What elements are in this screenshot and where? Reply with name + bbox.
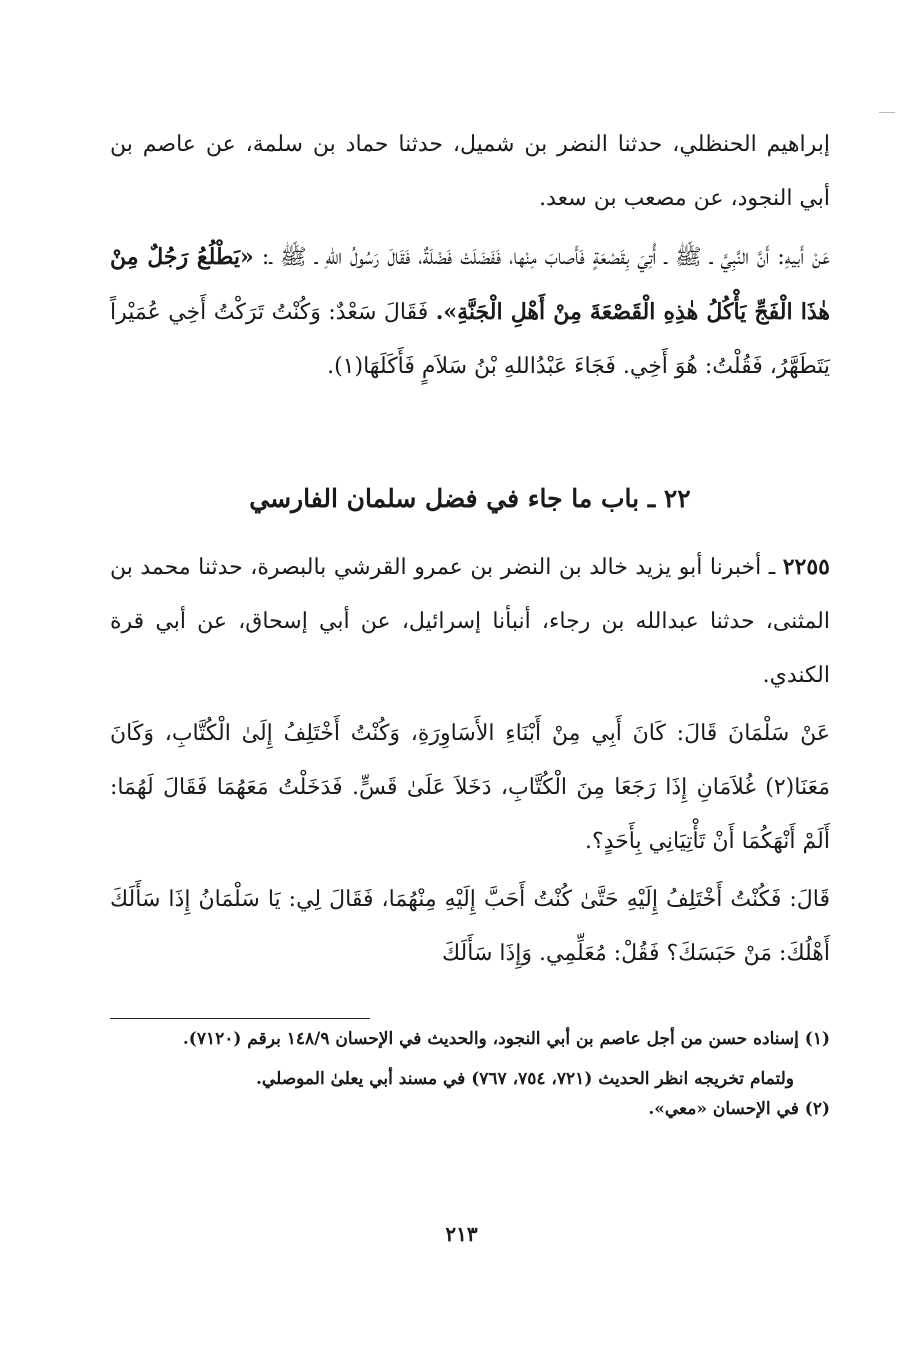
corner-mark	[879, 112, 895, 113]
footnote-rule	[110, 1018, 370, 1019]
paragraph-hadith-1	[110, 230, 830, 394]
page-body	[110, 118, 830, 1119]
chapter-title: ٢٢ ـ باب ما جاء في فضل سلمان الفارسي	[249, 484, 691, 513]
paragraph-hadith-2: عَنْ سَلْمَانَ قَالَ: كَانَ أَبِي مِنْ أَبْنَاءِ الأَسَاوِرَةِ، وَكُنْتُ أَخْتَلِفُ إِلَىٰ الْكُتَّابِ، وَكَانَ مَعَنَا(٢) غُلاَمَانِ إِذَا رَجَعَا مِنَ الْكُتَّابِ، دَخَلاَ عَلَىٰ قَسٍّ. فَدَخَلْتُ مَعَهُمَا فَقَالَ لَهُمَا: أَلَمْ أَنْهَكُمَا أَنْ تَأْتِيَانِي بِأَحَدٍ؟.	[110, 721, 830, 854]
page-number: ٢١٣	[445, 1222, 478, 1246]
footnote-1: (١) إسناده حسن من أجل عاصم بن أبي النجود، والحديث في الإحسان ١٤٨/٩ برقم (٧١٢٠).	[182, 1029, 830, 1049]
footnote-1-continued: ولتمام تخريجه انظر الحديث (٧٢١، ٧٥٤، ٧٦٧) في مسند أبي يعلىٰ الموصلي.	[256, 1069, 794, 1089]
footnote-2: (٢) في الإحسان «معي».	[648, 1099, 830, 1119]
hadith-1-part2: فَقَالَ سَعْدٌ: وَكُنْتُ تَرَكْتُ أَخِي عُمَيْراً يَتَطَهَّرُ، فَقُلْتُ: هُوَ أَخِي. فَجَاءَ عَبْدُاللهِ بْنُ سَلاَمٍ فَأَكَلَهَا(١).	[110, 300, 830, 379]
hadith-1-part1: عَنْ أَبيهِ: أَنَّ النَّبِيَّ ـ ﷺ ـ أُتِيَ بِقَصْعَةٍ فَأَصابَ مِنْها، فَفَضَلَتْ فَضْلَةٌ، فَقَالَ رَسُولُ اللهِ ـ ﷺ ـ:	[261, 245, 830, 270]
hadith-number: ٢٢٥٥	[782, 554, 830, 580]
footnotes	[110, 1024, 830, 1124]
paragraph-hadith-2-cont: قَالَ: فَكُنْتُ أَخْتَلِفُ إِلَيْهِ حَتَّىٰ كُنْتُ أَحَبَّ إِلَيْهِ مِنْهُمَا، فَقَالَ لِي: يَا سَلْمَانُ إِذَا سَأَلَكَ أَهْلُكَ: مَنْ حَبَسَكَ؟ فَقُلْ: مُعَلِّمِي. وَإِذَا سَأَلَكَ	[110, 887, 830, 966]
paragraph-isnad-1: إبراهيم الحنظلي، حدثنا النضر بن شميل، حدثنا حماد بن سلمة، عن عاصم بن أبي النجود، عن مصعب بن سعد.	[110, 132, 830, 211]
isnad-2-text: ـ أخبرنا أبو يزيد خالد بن النضر بن عمرو القرشي بالبصرة، حدثنا محمد بن المثنى، حدثنا عبدالله بن رجاء، أنبأنا إسرائيل، عن أبي إسحاق، عن أبي قرة الكندي.	[110, 555, 830, 688]
paragraph-isnad-2	[110, 540, 830, 703]
hadith-1-quote: «يَطْلُعُ رَجُلٌ مِنْ هٰذَا الْفَجِّ يَأْكُلُ هٰذِهِ الْقَصْعَةَ مِنْ أَهْلِ الْجَنَّةِ».	[110, 244, 830, 325]
